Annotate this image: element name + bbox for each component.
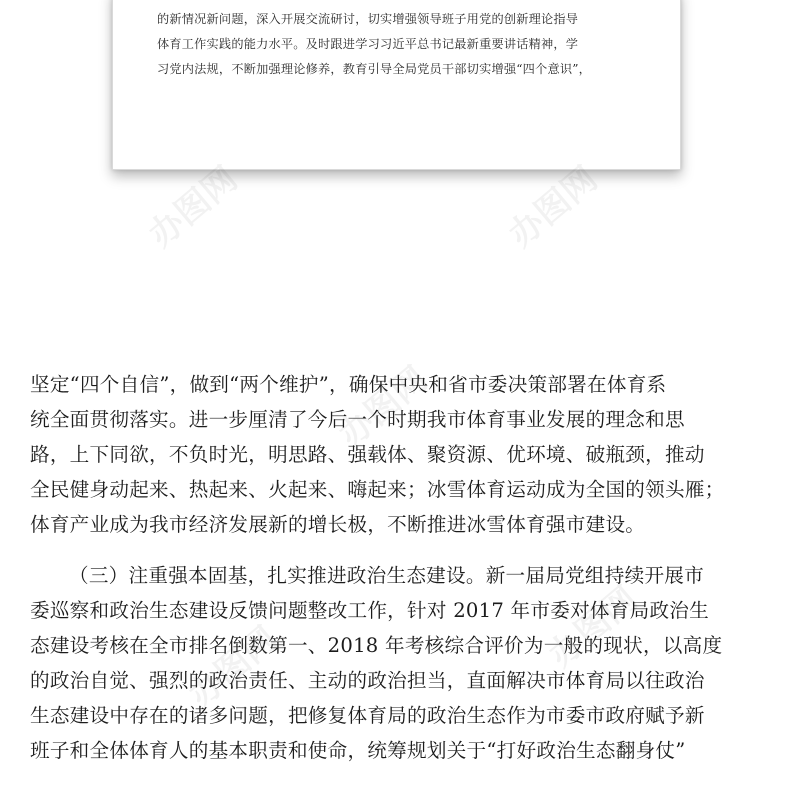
preview-text-block [157,7,641,82]
text-line: 委巡察和政治生态建设反馈问题整改工作，针对 2017 年市委对体育局政治生 [30,599,709,622]
document-body [30,367,775,768]
document-preview-card [112,0,681,170]
watermark-text: 办图网 [541,579,646,676]
text-line: 的政治自觉、强烈的政治责任、主动的政治担当，直面解决市体育局以往政治 [30,669,705,692]
paragraph [30,558,775,768]
text-line: 生态建设中存在的诸多问题，把修复体育局的政治生态作为市委市政府赋予新 [30,704,705,727]
preview-line: 习党内法规，不断加强理论修养，教育引导全局党员干部切实增强“四个意识”， [157,62,592,76]
text-line: 统全面贯彻落实。进一步厘清了今后一个时期我市体育事业发展的理念和思 [30,408,685,431]
text-line: 态建设考核在全市排名倒数第一、2018 年考核综合评价为一般的现状，以高度 [30,634,723,657]
paragraph [30,367,775,542]
watermark-text: 办图网 [141,159,246,256]
watermark-text: 办图网 [501,159,606,256]
paragraph-spacer [30,542,775,558]
text-line: 路，上下同欲，不负时光，明思路、强载体、聚资源、优环境、破瓶颈，推动 [30,443,705,466]
watermark-text: 办图网 [181,619,286,716]
text-line: 全民健身动起来、热起来、火起来、嗨起来；冰雪体育运动成为全国的领头雁； [30,478,725,501]
text-line: 坚定“四个自信”，做到“两个维护”，确保中央和省市委决策部署在体育系 [30,373,667,396]
text-line: （三）注重强本固基，扎实推进政治生态建设。新一届局党组持续开展市 [69,564,704,587]
watermark-text: 办图网 [331,359,436,456]
preview-line: 体育工作实践的能力水平。及时跟进学习习近平总书记最新重要讲话精神，学 [157,37,579,51]
preview-line: 的新情况新问题，深入开展交流研讨，切实增强领导班子用党的创新理论指导 [157,12,579,26]
text-line: 体育产业成为我市经济发展新的增长极，不断推进冰雪体育强市建设。 [30,513,646,536]
text-line: 班子和全体体育人的基本职责和使命，统筹规划关于“打好政治生态翻身仗” [30,739,686,762]
